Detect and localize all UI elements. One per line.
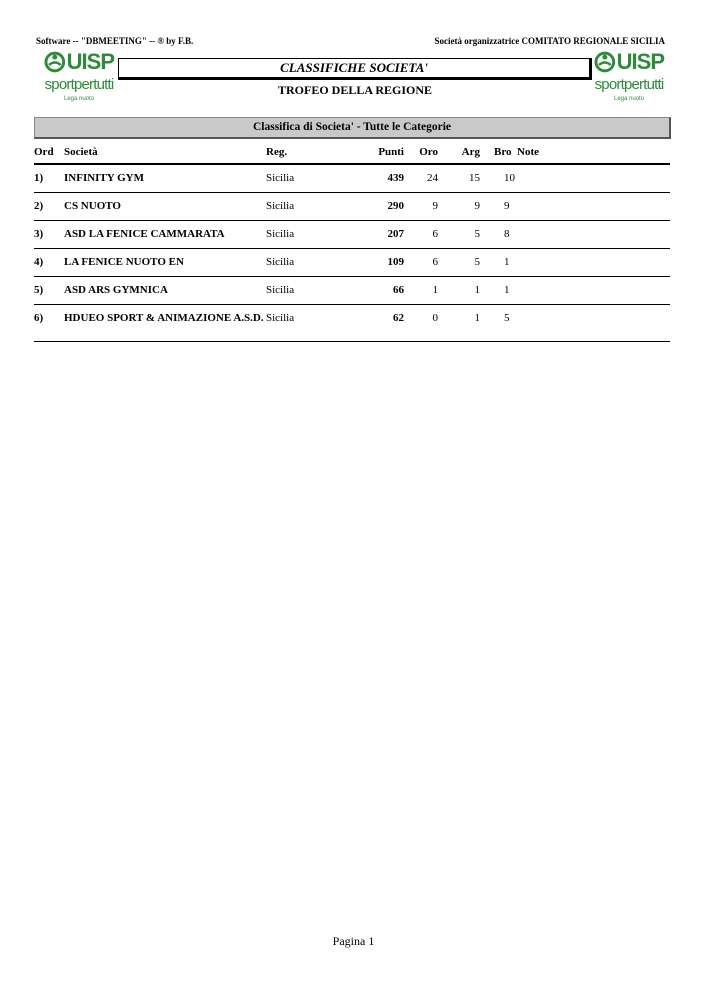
silver-count: 5: [474, 228, 480, 240]
bronze-count: 1: [504, 284, 510, 296]
club-name: HDUEO SPORT & ANIMAZIONE A.S.D.: [64, 312, 264, 324]
header-punti: Punti: [378, 146, 404, 158]
software-credit: Software -- "DBMEETING" -- ® by F.B.: [36, 36, 194, 46]
table-row: [34, 193, 670, 221]
gold-count: 6: [432, 256, 438, 268]
swimmer-icon: [594, 51, 616, 73]
bronze-count: 9: [504, 200, 510, 212]
logo-tagline: sportpertutti: [44, 76, 114, 93]
points: 207: [387, 228, 404, 240]
silver-count: 15: [469, 172, 480, 184]
rank: 5): [34, 284, 44, 296]
ranking-table: [34, 144, 670, 342]
gold-count: 1: [432, 284, 438, 296]
swimmer-icon: [44, 51, 66, 73]
silver-count: 9: [474, 200, 480, 212]
region: Sicilia: [266, 172, 295, 184]
page-title: CLASSIFICHE SOCIETA': [118, 58, 592, 80]
organizer-label: Società organizzatrice COMITATO REGIONALE SICILIA: [434, 36, 665, 46]
header-societa: Società: [64, 146, 98, 158]
bronze-count: 8: [504, 228, 510, 240]
gold-count: 9: [432, 200, 438, 212]
rank: 2): [34, 200, 44, 212]
header-arg: Arg: [461, 146, 480, 158]
points: 62: [393, 312, 404, 324]
logo-subtag: Lega nuoto: [63, 96, 95, 102]
logo-subtag: Lega nuoto: [613, 96, 645, 102]
region: Sicilia: [266, 312, 295, 324]
silver-count: 1: [474, 312, 480, 324]
header-oro: Oro: [419, 146, 438, 158]
rank: 4): [34, 256, 44, 268]
club-name: ASD ARS GYMNICA: [64, 284, 168, 296]
table-row: [34, 305, 670, 342]
region: Sicilia: [266, 228, 295, 240]
page-number: Pagina 1: [332, 934, 375, 948]
region: Sicilia: [266, 284, 295, 296]
table-row: [34, 221, 670, 249]
points: 66: [393, 284, 404, 296]
uisp-logo-left: [44, 50, 114, 114]
logo-brand: UISP: [616, 49, 664, 74]
silver-count: 1: [474, 284, 480, 296]
table-header: [34, 144, 670, 165]
bronze-count: 10: [504, 172, 515, 184]
header-bro: Bro: [494, 146, 512, 158]
bronze-count: 5: [504, 312, 510, 324]
region: Sicilia: [266, 200, 295, 212]
rank: 6): [34, 312, 44, 324]
header-ord: Ord: [34, 146, 54, 158]
silver-count: 5: [474, 256, 480, 268]
points: 109: [387, 256, 404, 268]
section-heading: Classifica di Societa' - Tutte le Categorie: [34, 117, 671, 139]
table-row: [34, 165, 670, 193]
region: Sicilia: [266, 256, 295, 268]
rank: 1): [34, 172, 44, 184]
logo-brand: UISP: [66, 49, 114, 74]
points: 439: [387, 172, 404, 184]
gold-count: 6: [432, 228, 438, 240]
table-row: [34, 249, 670, 277]
club-name: INFINITY GYM: [64, 172, 144, 184]
bronze-count: 1: [504, 256, 510, 268]
uisp-logo-right: [594, 50, 664, 114]
club-name: ASD LA FENICE CAMMARATA: [64, 228, 225, 240]
logo-tagline: sportpertutti: [594, 76, 664, 93]
table-row: [34, 277, 670, 305]
header-note: Note: [517, 146, 539, 158]
gold-count: 24: [427, 172, 438, 184]
points: 290: [387, 200, 404, 212]
rank: 3): [34, 228, 44, 240]
club-name: LA FENICE NUOTO EN: [64, 256, 184, 268]
club-name: CS NUOTO: [64, 200, 121, 212]
gold-count: 0: [432, 312, 438, 324]
header-reg: Reg.: [266, 146, 288, 158]
page-subtitle: TROFEO DELLA REGIONE: [277, 83, 433, 97]
